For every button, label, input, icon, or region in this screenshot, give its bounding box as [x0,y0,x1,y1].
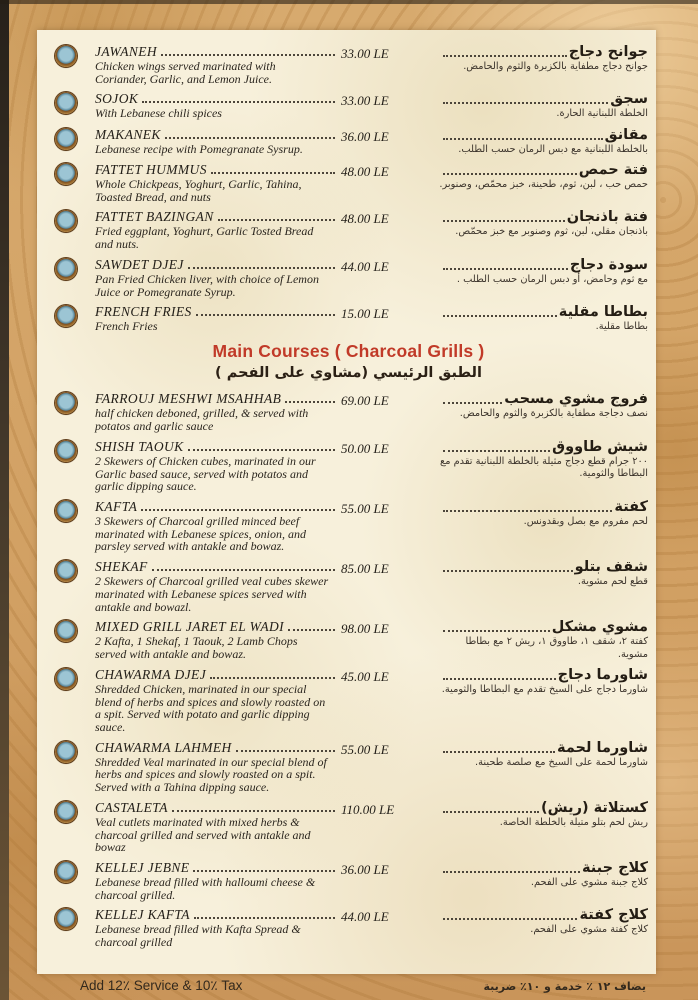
item-name-ar: شيش طاووق [552,438,648,455]
dotted-leader [285,401,335,403]
item-english-column [95,127,337,156]
item-desc-ar: ريش لحم بتلو متيلة بالخلطة الخاصة. [499,816,648,828]
item-name-en: SHEKAF [95,559,148,575]
item-desc-en: 2 Skewers of Charcoal grilled veal cubes skewer marinated with Lebanese spices served with antakle and bowazl. [95,574,329,614]
item-name-row-en [95,800,337,815]
menu-item-grid [95,860,648,901]
item-name-en: KELLEJ JEBNE [95,860,190,876]
dotted-leader [218,219,335,221]
footer-note-en: Add 12٪ Service & 10٪ Tax [80,978,243,993]
item-arabic-column [425,667,648,734]
item-name-row-ar [439,559,648,575]
item-english-column [95,619,337,660]
dotted-leader [443,811,539,813]
item-arabic-column [425,499,648,553]
item-price-column [341,439,421,493]
item-desc-en: Lebanese recipe with Pomegranate Sysrup. [95,141,303,156]
dotted-leader [196,314,335,316]
dotted-leader [443,630,550,632]
item-name-ar: بطاطا مقلية [558,304,648,321]
menu-item-row [49,559,648,613]
menu-footer [0,974,698,1000]
item-desc-en: With Lebanese chili spices [95,106,222,121]
restaurant-seal-icon [55,258,77,280]
restaurant-seal-icon [55,560,77,582]
menu-item-grid [95,559,648,613]
item-price-column [341,860,421,901]
item-name-row-ar [439,860,648,876]
item-price-column [341,559,421,613]
item-name-en: FARROUJ MESHWI MSAHHAB [95,391,282,407]
menu-item-row [49,391,648,432]
dotted-leader [443,173,577,175]
menu-item-row [49,800,648,854]
item-desc-en: Lebanese bread filled with halloumi cheese & charcoal grilled. [95,875,316,902]
item-english-column [95,499,337,553]
item-price-column [341,257,421,298]
menu-item-row [49,740,648,794]
item-name-ar: فروج مشوي مسحب [504,391,648,408]
item-name-row-en [95,499,337,514]
item-english-column [95,44,337,85]
dotted-leader [443,220,565,222]
item-name-en: KELLEJ KAFTA [95,907,190,923]
item-price-column [341,740,421,794]
restaurant-seal-icon [55,45,77,67]
item-name-ar: شاورما لحمة [557,739,648,756]
item-price-column [341,162,421,203]
item-desc-ar: قطع لحم مشوية. [577,576,648,588]
restaurant-seal-icon [55,210,77,232]
item-english-column [95,91,337,120]
item-name-row-en [95,740,337,755]
item-arabic-column [425,304,648,333]
item-arabic-column [425,209,648,250]
item-desc-ar: بالخلطة اللبنانية مع دبس الرمان حسب الطلب. [458,143,648,155]
restaurant-seal-icon [55,801,77,823]
item-name-ar: كفتة [614,499,648,516]
section-header [49,341,648,381]
item-desc-ar: مع ثوم وحامض، أو دبس الرمان حسب الطلب . [456,273,648,285]
item-price: 44.00 LE [341,258,389,274]
item-price: 48.00 LE [341,211,389,227]
menu-sections [49,44,648,949]
dotted-leader [152,569,335,571]
item-price: 33.00 LE [341,93,389,109]
item-name-row-en [95,304,337,319]
item-name-row-ar [439,439,648,455]
item-arabic-column [425,907,648,948]
item-price-column [341,499,421,553]
item-desc-en: 2 Kafta, 1 Shekaf, 1 Taouk, 2 Lamb Chops served with antakle and bowaz. [95,634,298,662]
menu-item-row [49,907,648,948]
menu-item-grid [95,304,648,333]
menu-item-row [49,91,648,120]
menu-item-row [49,257,648,298]
menu-item-grid [95,162,648,203]
dotted-leader [443,751,555,753]
item-desc-en: 2 Skewers of Chicken cubes, marinated in our Garlic based sauce, served with potatos and garlic dipping sauce. [95,453,316,494]
item-price: 98.00 LE [341,621,389,637]
item-price: 44.00 LE [341,909,389,925]
restaurant-seal-icon [55,500,77,522]
item-desc-ar: بطاطا مقلية. [595,321,648,333]
scan-edge-left [0,0,9,1000]
item-name-en: FATTET HUMMUS [95,161,207,177]
item-price-column [341,44,421,85]
item-price-column [341,800,421,854]
item-name-row-ar [439,162,648,178]
menu-item-grid [95,391,648,432]
item-english-column [95,209,337,250]
dotted-leader [443,450,550,452]
scan-edge-top [0,0,698,4]
item-arabic-column [425,162,648,203]
item-price: 55.00 LE [341,741,389,757]
menu-item-grid [95,740,648,794]
item-desc-ar: حمص حب ، لبن، ثوم، طحينة، خبز محمّص، وصنوبر. [439,178,648,190]
item-price: 15.00 LE [341,306,389,322]
item-english-column [95,559,337,613]
restaurant-seal-icon [55,440,77,462]
item-price: 69.00 LE [341,393,389,409]
item-name-ar: شقف بتلو [574,559,648,576]
item-desc-en: Chicken wings served marinated with Coriander, Garlic, and Lemon Juice. [95,59,276,86]
item-english-column [95,391,337,432]
dotted-leader [142,101,335,103]
dotted-leader [443,871,580,873]
item-name-row-en [95,907,337,922]
item-name-ar: فتة باذنجان [566,209,648,226]
item-desc-ar: الخلطة اللبنانية الحارة. [556,108,648,120]
menu-item-row [49,209,648,250]
item-desc-ar: ٢٠٠ جرام قطع دجاج مثيلة بالخلطة اللبنانية تقدم مع البطاطا والثومية. [440,455,648,480]
item-desc-ar: نصف دجاجة مطفاية بالكزبرة والثوم والحامض. [459,408,648,420]
item-name-row-en [95,860,337,875]
menu-item-row [49,44,648,85]
item-desc-ar: جوانح دجاج مطفاية بالكزبرة والثوم والحامض. [463,61,648,72]
restaurant-seal-icon [55,620,77,642]
item-desc-en: 3 Skewers of Charcoal grilled minced beef marinated with Lebanese spices, onion, and parsley served with antakle and bowaz. [95,514,306,554]
menu-item-grid [95,257,648,298]
item-desc-ar: لحم مفروم مع بصل وبقدونس. [523,516,648,528]
item-desc-ar: باذنجان مقلي، لبن، ثوم وصنوبر مع خبز محمّص. [455,226,648,238]
item-name-en: CHAWARMA LAHMEH [95,739,232,755]
dotted-leader [443,268,568,270]
item-name-row-en [95,559,337,574]
item-name-ar: شاورما دجاج [557,666,648,683]
dotted-leader [443,918,577,920]
item-name-row-en [95,391,337,406]
dotted-leader [443,678,556,680]
item-english-column [95,162,337,203]
item-name-row-en [95,44,337,59]
item-name-row-en [95,162,337,177]
item-name-row-en [95,439,337,454]
dotted-leader [193,870,335,872]
item-price: 48.00 LE [341,163,389,179]
item-desc-en: Fried eggplant, Yoghurt, Garlic Tosted Bread and nuts. [95,224,314,252]
item-price: 36.00 LE [341,862,389,878]
item-desc-ar: شاورما لحمة على السيخ مع صلصة طحينة. [475,756,648,768]
item-name-row-ar [439,127,648,143]
restaurant-seal-icon [55,908,77,930]
item-name-row-en [95,127,337,142]
item-arabic-column [425,257,648,298]
menu-item-grid [95,127,648,156]
item-price-column [341,91,421,120]
item-name-row-ar [439,44,648,60]
item-desc-en: French Fries [95,319,158,334]
item-price: 45.00 LE [341,668,389,684]
restaurant-seal-icon [55,128,77,150]
dotted-leader [165,137,335,139]
item-name-row-en [95,667,337,682]
item-english-column [95,740,337,794]
item-name-en: CASTALETA [95,799,168,815]
item-desc-en: half chicken deboned, grilled, & served with potatos and garlic sauce [95,406,309,434]
section-title-ar: الطبق الرئيسي (مشاوي على الفحم ) [215,365,482,382]
menu-item-row [49,162,648,203]
dotted-leader [443,315,557,317]
item-english-column [95,257,337,298]
menu-item-grid [95,619,648,660]
dotted-leader [141,509,335,511]
item-price-column [341,209,421,250]
item-name-row-ar [439,907,648,923]
item-name-row-ar [439,667,648,683]
item-desc-en: Shredded Veal marinated in our special blend of herbs and spices and slowly roasted on a spit. Served with a Tahina dipping sauce. [95,754,327,795]
item-name-ar: سودة دجاج [569,256,648,273]
item-name-en: FRENCH FRIES [95,304,192,320]
menu-item-row [49,439,648,493]
dotted-leader [161,54,335,56]
item-name-ar: جوانح دجاج [568,44,648,60]
item-name-row-ar [439,391,648,407]
item-name-ar: كلاج كفتة [579,907,648,924]
dotted-leader [443,102,608,104]
item-english-column [95,439,337,493]
item-name-en: SHISH TAOUK [95,438,184,454]
menu-item-grid [95,907,648,948]
item-arabic-column [425,860,648,901]
item-name-row-ar [439,499,648,515]
item-arabic-column [425,619,648,660]
item-name-row-ar [439,800,648,816]
menu-item-row [49,127,648,156]
menu-item-grid [95,499,648,553]
item-name-row-en [95,209,337,224]
item-desc-en: Shredded Chicken, marinated in our special blend of herbs and spices and slowly roasted on a spit. Served with potato and garlic dipping sauce. [95,681,326,734]
item-name-en: SOJOK [95,91,139,107]
item-name-en: KAFTA [95,499,138,515]
menu-item-grid [95,44,648,85]
item-name-ar: سجق [610,91,648,108]
dotted-leader [210,677,335,679]
item-name-ar: مشوي مشكل [551,619,648,636]
item-name-ar: كستلاتة (ريش) [541,799,648,816]
item-price: 50.00 LE [341,440,389,456]
menu-item-row [49,667,648,734]
menu-item-row [49,860,648,901]
item-desc-ar: شاورما دجاج على السيخ تقدم مع البطاطا والثومية. [441,683,648,695]
dotted-leader [211,172,335,174]
footer-note-ar: يضاف ١٢ ٪ خدمة و ١٠٪ ضريبة [483,979,646,993]
dotted-leader [443,570,573,572]
menu-item-grid [95,91,648,120]
dotted-leader [443,138,603,140]
item-desc-ar: كلاج كفتة مشوي على الفحم. [530,924,648,936]
item-name-row-ar [439,209,648,225]
item-english-column [95,860,337,901]
item-desc-en: Veal cutlets marinated with mixed herbs & charcoal grilled and served with antakle and bowaz [95,814,311,855]
item-price: 36.00 LE [341,128,389,144]
item-price-column [341,304,421,333]
item-desc-en: Pan Fried Chicken liver, with choice of Lemon Juice or Pomegranate Syrup. [95,271,319,299]
item-arabic-column [425,559,648,613]
dotted-leader [172,810,335,812]
item-arabic-column [425,740,648,794]
item-price: 85.00 LE [341,561,389,577]
dotted-leader [188,267,335,269]
item-name-ar: كلاج جبنة [581,860,648,877]
menu-item-grid [95,800,648,854]
dotted-leader [188,449,335,451]
menu-content-area [37,30,656,974]
item-price-column [341,619,421,660]
item-price: 55.00 LE [341,501,389,517]
menu-item-grid [95,209,648,250]
item-arabic-column [425,91,648,120]
item-desc-ar: كلاج جبنة مشوي على الفحم. [530,877,648,889]
item-desc-en: Lebanese bread filled with Kafta Spread & charcoal grilled [95,922,301,950]
restaurant-seal-icon [55,668,77,690]
item-name-en: MAKANEK [95,126,161,142]
item-desc-en: Whole Chickpeas, Yoghurt, Garlic, Tahina, Toasted Bread, and nuts [95,176,302,204]
item-name-row-en [95,91,337,106]
restaurant-seal-icon [55,92,77,114]
item-price-column [341,907,421,948]
item-price: 110.00 LE [341,801,395,817]
item-english-column [95,907,337,948]
restaurant-seal-icon [55,305,77,327]
dotted-leader [443,510,612,512]
item-name-en: CHAWARMA DJEJ [95,666,207,682]
item-name-en: SAWDET DJEJ [95,256,184,272]
item-name-row-ar [439,91,648,107]
item-desc-ar: كفتة ٢، شقف ١، طاووق ١، ريش ٢ مع بطاطا مشوية. [465,636,648,660]
dotted-leader [288,629,335,631]
item-price-column [341,667,421,734]
item-name-ar: مقانق [604,126,648,143]
item-arabic-column [425,127,648,156]
dotted-leader [443,402,502,404]
item-arabic-column [425,800,648,854]
item-name-row-ar [439,257,648,273]
menu-item-row [49,499,648,553]
item-english-column [95,800,337,854]
item-english-column [95,304,337,333]
item-name-row-en [95,257,337,272]
menu-item-grid [95,439,648,493]
item-arabic-column [425,44,648,85]
item-name-row-en [95,619,337,634]
dotted-leader [236,750,335,752]
item-name-row-ar [439,740,648,756]
item-name-ar: فتة حمص [578,161,648,178]
item-name-row-ar [439,304,648,320]
item-name-en: MIXED GRILL JARET EL WADI [95,619,285,635]
item-name-en: FATTET BAZINGAN [95,209,214,225]
item-name-row-ar [439,619,648,635]
restaurant-seal-icon [55,861,77,883]
menu-item-grid [95,667,648,734]
restaurant-seal-icon [55,741,77,763]
item-arabic-column [425,439,648,493]
section-title-en: Main Courses ( Charcoal Grills ) [212,341,485,362]
item-price-column [341,391,421,432]
item-price-column [341,127,421,156]
dotted-leader [443,55,567,57]
item-name-en: JAWANEH [95,44,158,59]
restaurant-seal-icon [55,163,77,185]
item-english-column [95,667,337,734]
item-price: 33.00 LE [341,46,389,61]
menu-item-row [49,619,648,660]
menu-item-row [49,304,648,333]
restaurant-seal-icon [55,392,77,414]
dotted-leader [194,917,335,919]
item-arabic-column [425,391,648,432]
